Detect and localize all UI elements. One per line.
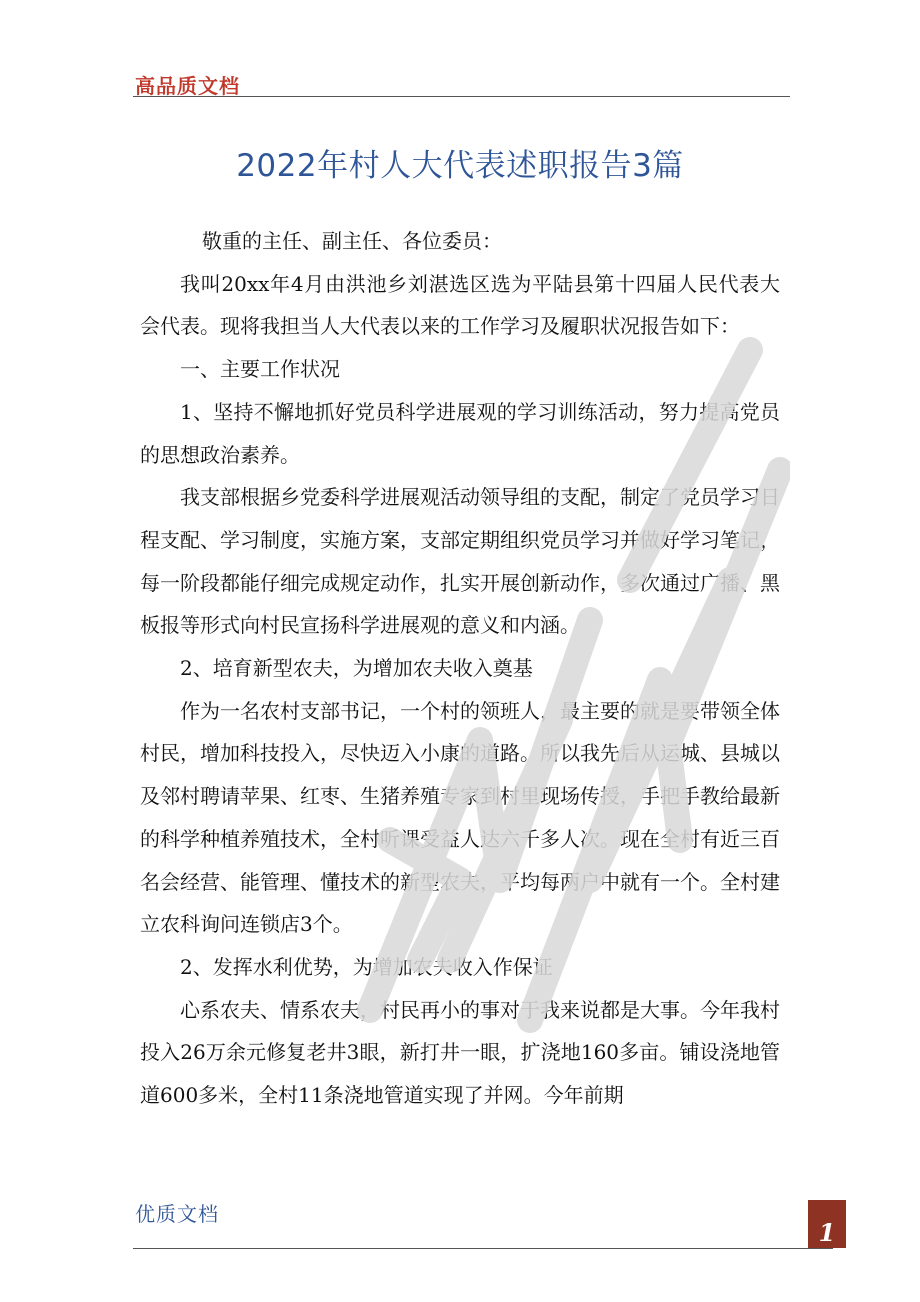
footer-divider — [133, 1248, 833, 1249]
subheading: 2、培育新型农夫，为增加农夫收入奠基 — [180, 656, 533, 681]
paragraph: 1、坚持不懈地抓好党员科学进展观的学习训练活动，努力提高党员的思想政治素养。 — [140, 399, 780, 467]
section-heading: 一、主要工作状况 — [180, 357, 340, 382]
footer-title: 优质文档 — [135, 1202, 219, 1226]
salutation: 敬重的主任、副主任、各位委员： — [202, 229, 502, 253]
paragraph: 我叫20xx年4月由洪池乡刘湛选区选为平陆县第十四届人民代表大会代表。现将我担当人大代表以来的工作学习及履职状况报告如下： — [140, 271, 780, 339]
page-number: 1 — [818, 1218, 836, 1247]
document-body — [140, 220, 780, 1117]
paragraph: 我支部根据乡党委科学进展观活动领导组的支配，制定了党员学习日程支配、学习制度，实施方案，支部定期组织党员学习并做好学习笔记，每一阶段都能仔细完成规定动作，扎实开展创新动作，多次通过广播、黑板报等形式向村民宣扬科学进展观的意义和内涵。 — [140, 485, 780, 638]
paragraph: 心系农夫、情系农夫，村民再小的事对于我来说都是大事。今年我村投入26万余元修复老井3眼，新打井一眼，扩浇地160多亩。铺设浇地管道600多米，全村11条浇地管道实现了并网。今年前期 — [140, 997, 780, 1108]
subheading: 2、发挥水利优势，为增加农夫收入作保证 — [180, 954, 553, 979]
header-title: 高品质文档 — [135, 74, 240, 98]
paragraph: 作为一名农村支部书记，一个村的领班人，最主要的就是要带领全体村民，增加科技投入，尽快迈入小康的道路。所以我先后从运城、县城以及邻村聘请苹果、红枣、生猪养殖专家到村里现场传授，手把手教给最新的科学种植养殖技术，全村听课受益人达六千多人次。现在全村有近三百名会经营、能管理、懂技术的新型农夫，平均每两户中就有一个。全村建立农科询问连锁店3个。 — [140, 698, 780, 937]
document-title: 2022年村人大代表述职报告3篇 — [236, 148, 684, 184]
header-divider — [133, 96, 790, 97]
